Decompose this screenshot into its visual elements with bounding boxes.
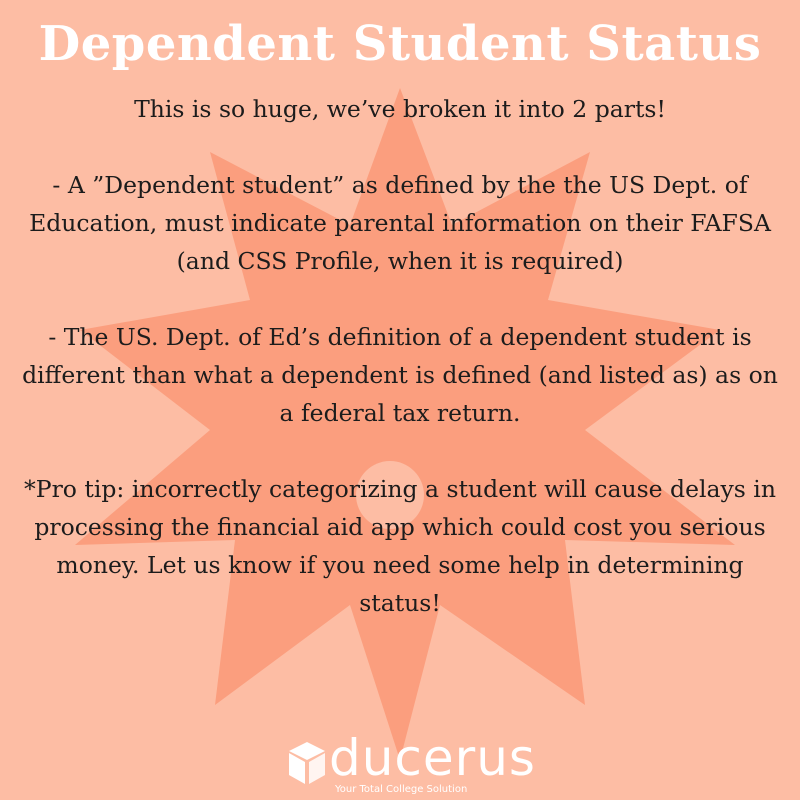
spacer [20,128,780,166]
dependent-definition-paragraph: - A ”Dependent student” as defined by the the US Dept. of Education, must indicate parental information on their FAFSA (and CSS Profile, when it is required) [29,171,771,275]
cube-icon [287,740,327,786]
spacer [20,432,780,470]
body-text [20,90,780,622]
educerus-logo [281,728,536,796]
logo-tagline: Your Total College Solution [335,784,468,795]
logo-wordmark: ducerus [329,729,536,787]
intro-paragraph: This is so huge, we’ve broken it into 2 parts! [134,95,666,123]
tax-return-paragraph: - The US. Dept. of Ed’s definition of a dependent student is different than what a dependent is defined (and listed as) as on a federal tax return. [22,323,778,427]
page-title: Dependent Student Status [38,16,762,72]
spacer [20,280,780,318]
pro-tip-paragraph: *Pro tip: incorrectly categorizing a student will cause delays in processing the financial aid app which could cost you serious money. Let us know if you need some help in determining status! [24,475,776,617]
